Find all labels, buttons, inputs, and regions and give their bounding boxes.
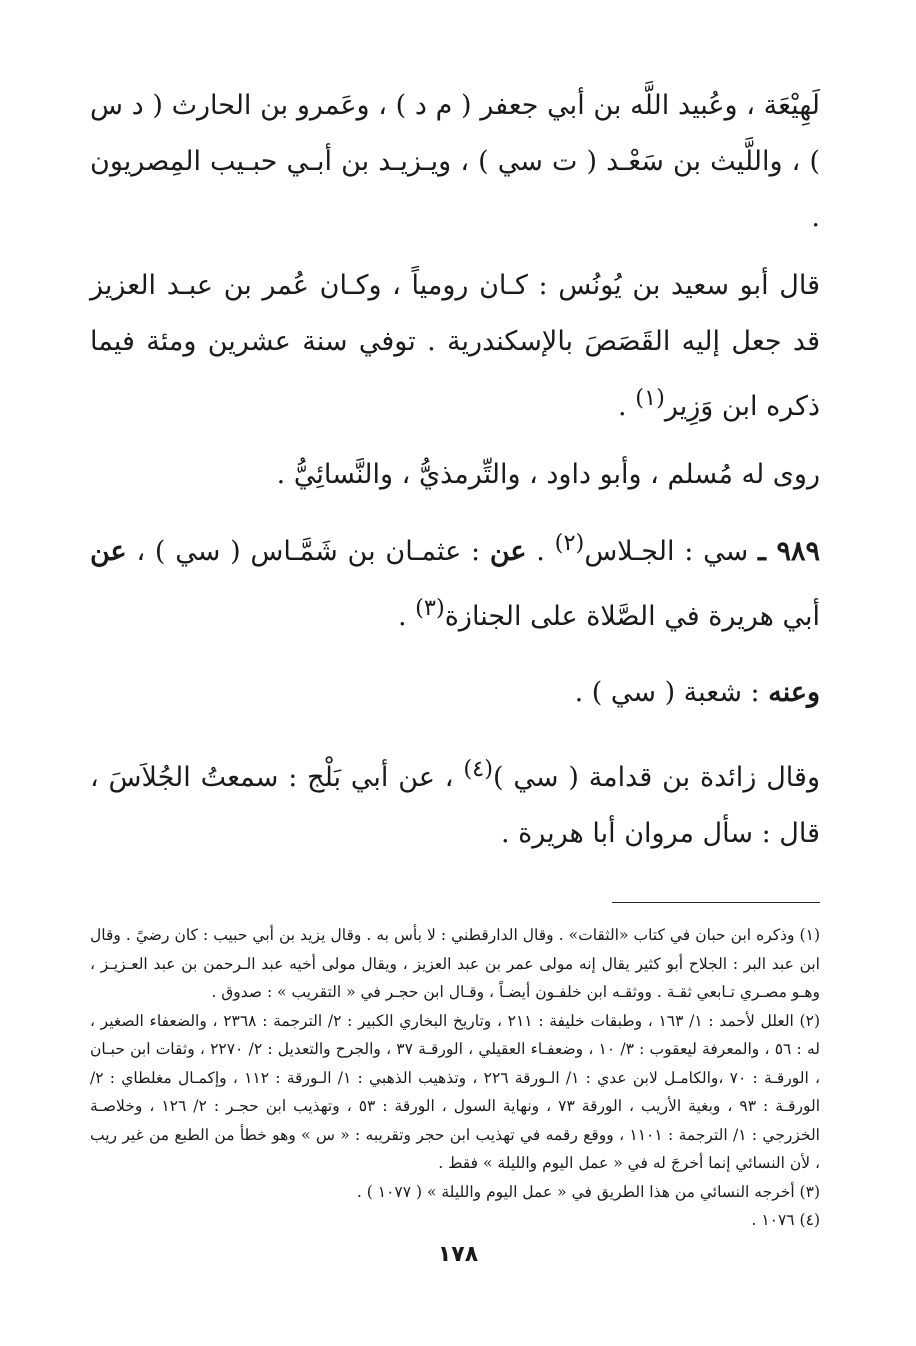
footnotes — [90, 921, 820, 1235]
footnote-3: (٣) أخرجه النسائي من هذا الطريق في « عمل اليوم والليلة » ( ١٠٧٧ ) . — [356, 1182, 820, 1201]
paragraph-entry-989: ٩٨٩ ـ سي : الجـلاس$^{(٢)}$ . عن : عثمـان بن شَمَّـاس ( سي ) ، عن أبي هريرة في الصَّلاة على الجنازة$^{(٣)}$ . — [90, 530, 821, 632]
page-number: ١٧٨ — [437, 1242, 479, 1267]
entry-number: ٩٨٩ ـ — [758, 536, 821, 567]
footnote-4: (٤) ١٠٧٦ . — [751, 1211, 820, 1229]
page-body — [90, 78, 820, 1235]
main-text — [90, 78, 820, 862]
keyword-an: عن — [489, 536, 527, 567]
footnote-1: (١) وذكره ابن حبان في كتاب «الثقات» . وقال الدارقطني : لا بأس به . وقال يزيد بن أبي حبيب : كان رضيً . وقال ابن عبد البر : الجلاح أبو كثير يقال إنه مولى عمر بن عبد العزيز ، ويقال مولى أخيه عبد الـرحمن بن عبد العـزيـز ، وهـو مصـري تـابعي ثقـة . ووثقـه ابن خلفـون أيضـاً ، وقـال ابن حجـر في « التقريب » : صدوق . — [90, 926, 820, 1001]
paragraph-wa-anhu: وعنه : شعبة ( سي ) . — [574, 677, 820, 708]
footnote-2: (٢) العلل لأحمد : ١/ ١٦٣ ، وطبقات خليفة : ٢١١ ، وتاريخ البخاري الكبير : ٢/ الترجمة : ٢٣٦٨ ، والضعفاء الصغير ، له : ٥٦ ، والمعرفة ليعقوب : ٣/ ١٠ ، وضعفـاء العقيلي ، الورقـة ٣٧ ، والجرح والتعديل : ٢/ ٢٢٧٠ ، وثقات ابن حبـان ، الورقـة : ٧٠ ،والكامـل لابن عدي : ١/ الـورقة ٢٢٦ ، وتذهيب الذهبي : ١/ الـورقة : ١١٢ ، وإكمـال مغلطاي : ٢/ الورقـة : ٩٣ ، وبغية الأريب ، الورقة ٧٣ ، ونهاية السول ، الورقة : ٥٣ ، وتهذيب ابن حجـر : ٢/ ١٢٦ ، وخلاصـة الخزرجي : ١/ الترجمة : ١١٠١ ، ووقع رقمه في تهذيب ابن حجر وتقريبه : « س » وهو خطأ من الطبع من غير ريب ، لأن النسائي إنما أخرجَ له في « عمل اليوم والليلة » فقط . — [90, 1011, 821, 1172]
footnote-ref-3: (٣) — [415, 595, 445, 621]
paragraph-narrators: لَهِيْعَة ، وعُبيد اللَّه بن أبي جعفر ( م د ) ، وعَمرو بن الحارث ( د س ) ، واللَّيث بن سَعْـد ( ت سي ) ، ويـزيـد بن أبـي حبـيب المِصريون . — [90, 90, 820, 233]
footnote-ref-1: (١) — [635, 385, 665, 411]
keyword-wa-anhu: وعنه — [768, 677, 820, 708]
paragraph-narrated-by: روى له مُسلم ، وأبو داود ، والتِّرمذيُّ ، والنَّسائِيُّ . — [276, 459, 820, 490]
paragraph-zaida-quote: وقال زائدة بن قدامة ( سي )$^{(٤)}$ ، عن أبي بَلْج : سمعتُ الجُلاَسَ ، قال : سأل مروان أبا هريرة . — [90, 756, 820, 849]
footnote-ref-2: (٢) — [554, 530, 585, 556]
footnote-divider — [612, 902, 820, 903]
keyword-an-2: عن — [90, 536, 127, 567]
paragraph-ibn-yunus-quote: قال أبو سعيد بن يُونُس : كـان رومياً ، وكـان عُمر بن عبـد العزيز قد جعل إليه القَصَصَ بالإسكندرية . توفي سنة عشرين ومئة فيما ذكره ابن وَزِير$^{(١)}$ . — [90, 270, 820, 422]
footnote-ref-4: (٤) — [463, 756, 493, 782]
